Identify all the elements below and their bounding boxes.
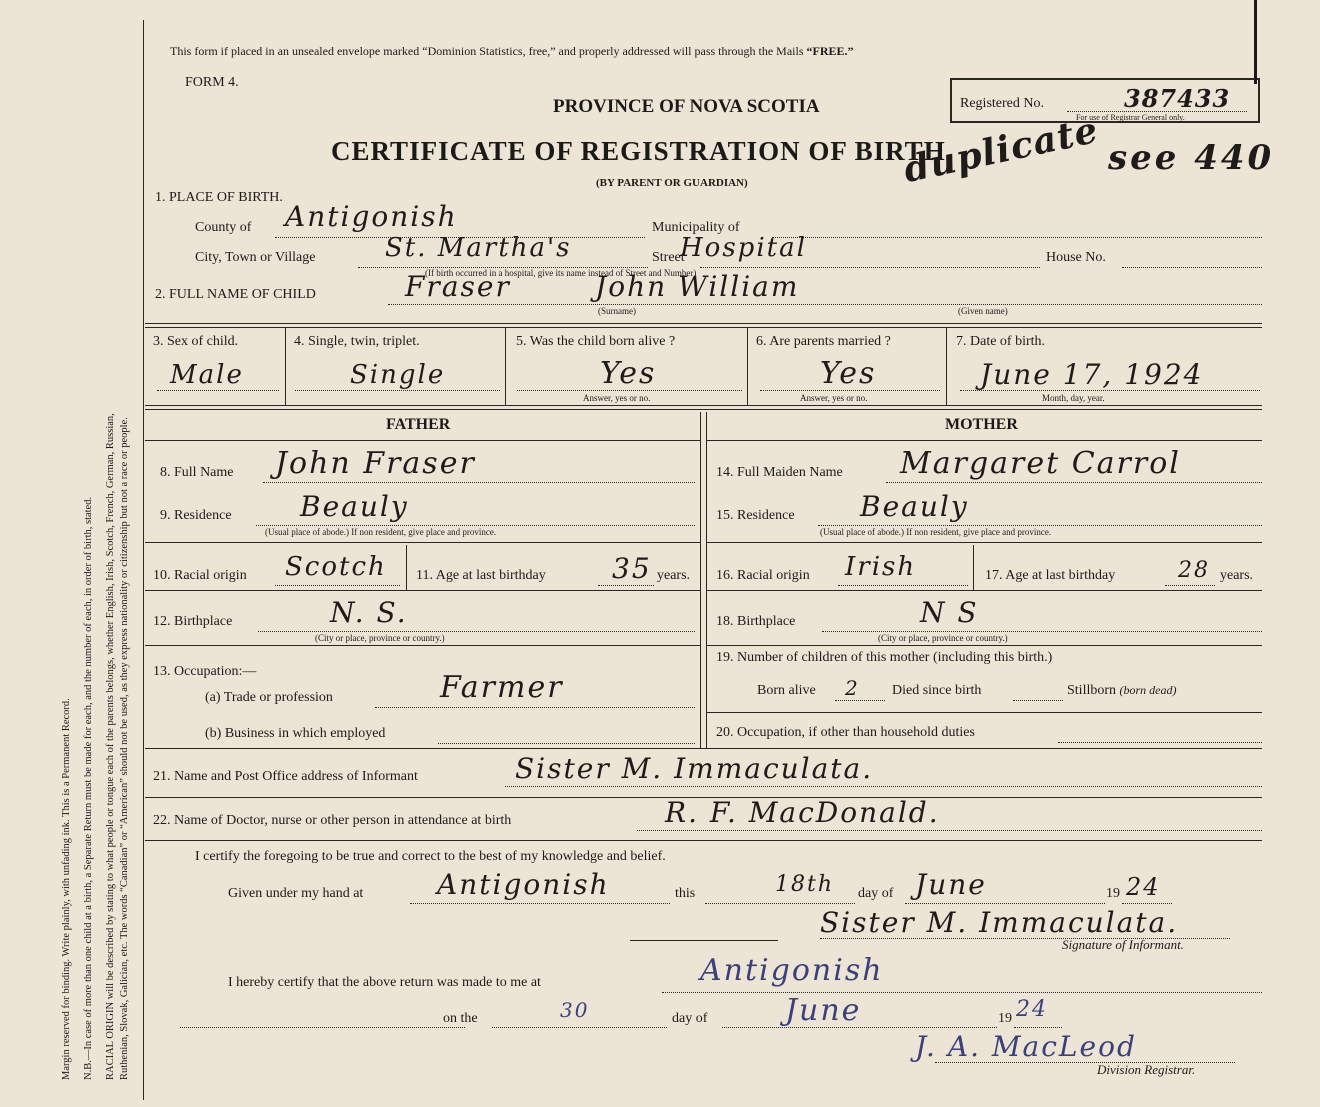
- parents-married-value: Yes: [820, 356, 877, 391]
- mother-racial-value: Irish: [845, 552, 917, 582]
- margin-note-1: Margin reserved for binding. Write plainly, with unfading ink. This is a Permanent Record.: [61, 698, 72, 1080]
- registered-number: 387433: [1124, 84, 1231, 113]
- form-number: FORM 4.: [185, 75, 239, 90]
- plurality-label: 4. Single, twin, triplet.: [294, 334, 420, 349]
- born-alive-count: 2: [845, 676, 860, 700]
- mother-age-label: 17. Age at last birthday: [985, 568, 1116, 583]
- street-label: Street: [652, 250, 685, 265]
- house-number-label: House No.: [1046, 250, 1106, 265]
- father-age-value: 35: [612, 552, 652, 585]
- binding-margin: [0, 0, 146, 1107]
- mother-name-label: 14. Full Maiden Name: [716, 465, 843, 480]
- margin-note-4: Ruthenian, Slovak, Galician, etc. The words “Canadian” or “American” should not be used, as they express nationality or citizenship but not a race or people.: [119, 417, 130, 1080]
- date-of-birth-value: June 17, 1924: [980, 358, 1204, 391]
- informant-label: 21. Name and Post Office address of Informant: [153, 769, 418, 784]
- margin-divider: [143, 20, 144, 1100]
- given-at-label: Given under my hand at: [228, 886, 364, 901]
- registrar-place: Antigonish: [700, 953, 884, 988]
- given-year-prefix: 19: [1106, 886, 1120, 901]
- given-month: June: [915, 868, 987, 901]
- city-value: St. Martha's: [385, 233, 572, 263]
- duplicate-annotation: duplicate: [900, 108, 1103, 192]
- county-label: County of: [195, 220, 252, 235]
- mother-birthplace-label: 18. Birthplace: [716, 614, 796, 629]
- born-alive-value: Yes: [600, 356, 657, 391]
- mother-occupation-label: 20. Occupation, if other than household duties: [716, 725, 975, 740]
- province-heading: PROVINCE OF NOVA SCOTIA: [553, 96, 820, 117]
- ink-stroke: [1254, 0, 1257, 84]
- mother-children-label: 19. Number of children of this mother (including this birth.): [716, 650, 1053, 665]
- registrar-year-prefix: 19: [998, 1011, 1012, 1026]
- sex-value: Male: [170, 360, 244, 390]
- father-heading: FATHER: [386, 416, 451, 433]
- city-label: City, Town or Village: [195, 250, 316, 265]
- child-name-label: 2. FULL NAME OF CHILD: [155, 287, 316, 302]
- parents-married-label: 6. Are parents married ?: [756, 334, 891, 349]
- father-name-label: 8. Full Name: [160, 465, 234, 480]
- father-birthplace-note: (City or place, province or country.): [315, 633, 445, 643]
- child-surname: Fraser: [405, 270, 511, 303]
- given-name-note: (Given name): [958, 306, 1008, 316]
- mother-birthplace-value: N S: [920, 596, 979, 629]
- given-year: 24: [1126, 873, 1161, 901]
- given-day-of-label: day of: [858, 886, 894, 901]
- mother-heading: MOTHER: [945, 416, 1018, 433]
- date-of-birth-note: Month, day, year.: [1042, 393, 1105, 403]
- municipality-label: Municipality of: [652, 220, 740, 235]
- place-of-birth-heading: 1. PLACE OF BIRTH.: [155, 190, 283, 205]
- margin-note-2: N.B.—In case of more than one child at a birth, a Separate Return must be made for each, and the number of each, in order of birth, stated.: [83, 496, 94, 1080]
- father-racial-label: 10. Racial origin: [153, 568, 247, 583]
- see-annotation: see 440: [1108, 138, 1275, 178]
- certificate-title: CERTIFICATE OF REGISTRATION OF BIRTH: [331, 136, 946, 166]
- given-day: 18th: [775, 872, 835, 897]
- died-since-birth-label: Died since birth: [892, 683, 982, 698]
- certificate-subtitle: (BY PARENT OR GUARDIAN): [596, 177, 748, 189]
- registered-note: For use of Registrar General only.: [1076, 113, 1185, 122]
- child-given-name: John William: [595, 270, 800, 303]
- registrar-year: 24: [1016, 997, 1048, 1022]
- surname-note: (Surname): [598, 306, 636, 316]
- mother-name-value: Margaret Carrol: [900, 446, 1181, 481]
- margin-note-3: RACIAL ORIGIN will be described by stating to what people or tongue each of the parents belongs, whether English, Irish, Scotch, French, German, Russian,: [105, 413, 116, 1080]
- father-birthplace-value: N. S.: [330, 596, 408, 629]
- mother-residence-label: 15. Residence: [716, 508, 795, 523]
- certification-statement: I certify the foregoing to be true and correct to the best of my knowledge and belief.: [195, 849, 666, 864]
- father-racial-value: Scotch: [285, 552, 387, 582]
- plurality-value: Single: [350, 360, 446, 390]
- registrar-month: June: [785, 993, 862, 1028]
- born-alive-label: 5. Was the child born alive ?: [516, 334, 676, 349]
- mail-notice: This form if placed in an unsealed envelope marked “Dominion Statistics, free,” and properly addressed will pass through the Mails “FREE.”: [170, 44, 854, 58]
- stillborn-label: Stillborn (born dead): [1067, 683, 1177, 698]
- informant-signature: Sister M. Immaculata.: [820, 906, 1179, 939]
- father-business-label: (b) Business in which employed: [205, 726, 386, 741]
- mother-residence-value: Beauly: [860, 490, 969, 523]
- father-trade-value: Farmer: [440, 670, 564, 705]
- doctor-label: 22. Name of Doctor, nurse or other person in attendance at birth: [153, 813, 512, 828]
- informant-signature-label: Signature of Informant.: [1062, 937, 1184, 952]
- county-value: Antigonish: [285, 200, 458, 233]
- father-birthplace-label: 12. Birthplace: [153, 614, 233, 629]
- hospital-note: (If birth occurred in a hospital, give its name instead of Street and Number): [425, 268, 697, 278]
- father-age-unit: years.: [657, 568, 691, 583]
- mother-residence-note: (Usual place of abode.) If non resident, give place and province.: [820, 527, 1052, 537]
- father-residence-value: Beauly: [300, 490, 409, 523]
- father-residence-note: (Usual place of abode.) If non resident, give place and province.: [265, 527, 497, 537]
- father-residence-label: 9. Residence: [160, 508, 232, 523]
- doctor-value: R. F. MacDonald.: [665, 796, 940, 829]
- parents-married-note: Answer, yes or no.: [800, 393, 868, 403]
- mother-racial-label: 16. Racial origin: [716, 568, 810, 583]
- mother-birthplace-note: (City or place, province or country.): [878, 633, 1008, 643]
- father-age-label: 11. Age at last birthday: [416, 568, 546, 583]
- father-name-value: John Fraser: [275, 446, 476, 481]
- given-this-label: this: [675, 886, 696, 901]
- father-trade-label: (a) Trade or profession: [205, 690, 333, 705]
- sex-label: 3. Sex of child.: [153, 334, 239, 349]
- given-at-place: Antigonish: [437, 868, 610, 901]
- informant-value: Sister M. Immaculata.: [515, 752, 874, 785]
- father-occupation-label: 13. Occupation:—: [153, 664, 257, 679]
- date-of-birth-label: 7. Date of birth.: [956, 334, 1046, 349]
- registrar-day: 30: [560, 998, 590, 1022]
- registered-label: Registered No.: [960, 96, 1044, 111]
- registrar-on-the-label: on the: [443, 1011, 478, 1026]
- mother-age-unit: years.: [1220, 568, 1254, 583]
- mother-age-value: 28: [1178, 558, 1210, 583]
- registered-number-box: [950, 78, 1260, 123]
- registrar-statement: I hereby certify that the above return was made to me at: [228, 975, 541, 990]
- born-alive-note: Answer, yes or no.: [583, 393, 651, 403]
- street-value: Hospital: [680, 233, 807, 263]
- born-alive-count-label: Born alive: [757, 683, 816, 698]
- registrar-signature-label: Division Registrar.: [1097, 1062, 1196, 1077]
- registrar-day-of-label: day of: [672, 1011, 708, 1026]
- registrar-signature: J. A. MacLeod: [915, 1030, 1137, 1063]
